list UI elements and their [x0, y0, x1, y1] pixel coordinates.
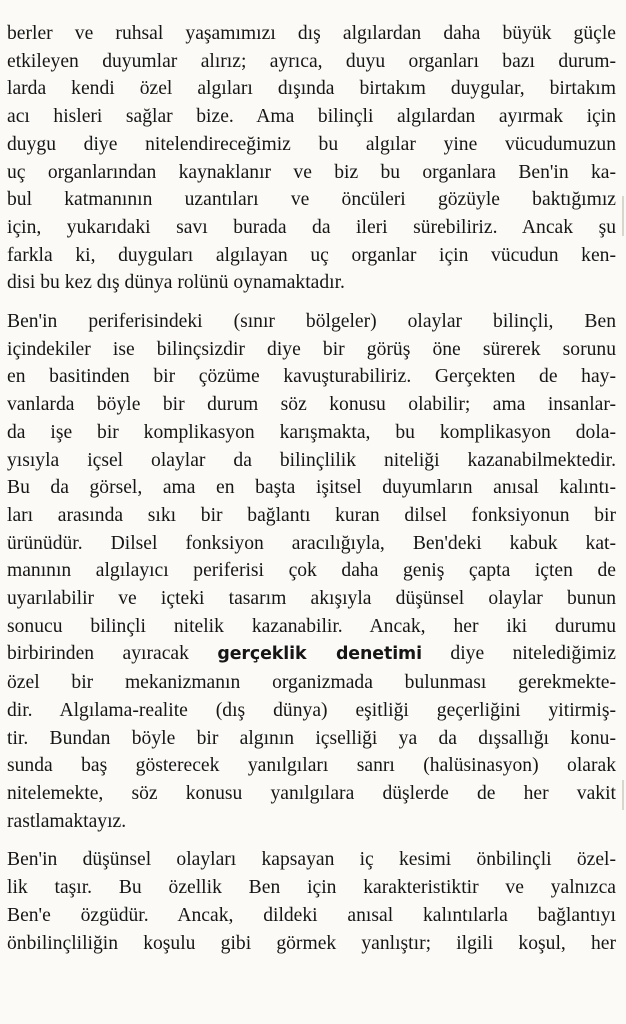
bold-term-reality-testing: gerçeklik denetimi — [217, 644, 422, 665]
text-line: berler ve ruhsal yaşamımızı dış algılardan daha büyük güçle — [7, 23, 616, 44]
page-edge-shadow — [622, 196, 624, 236]
text-line-with-bold-term — [7, 640, 616, 669]
text-line: dir. Algılama-realite (dış dünya) eşitliği geçerliğini yitirmiş- — [7, 699, 616, 721]
text-line: sonucu bilinçli nitelik kazanabilir. Ancak, her iki durumu — [7, 615, 616, 637]
line-end: diye nitelediğimiz — [421, 643, 616, 665]
text-line: ları arasında sıkı bir bağlantı kuran dilsel fonksiyonun bir — [7, 504, 616, 526]
line-start: birbirinden ayıracak — [7, 643, 218, 665]
text-line: etkileyen duyumlar alırız; ayrıca, duyu organları bazı durum- — [7, 50, 616, 72]
text-line: tir. Bundan böyle bir algının içselliği ya da dışsallığı konu- — [7, 727, 616, 749]
text-line: Ben'in periferisindeki (sınır bölgeler) olaylar bilinçli, Ben — [7, 311, 616, 333]
text-line: duygu diye nitelendireceğimiz bu algılar yine vücudumuzun — [7, 133, 616, 155]
text-line: acı hisleri sağlar bize. Ama bilinçli algılardan ayırmak için — [7, 106, 616, 128]
text-line: uyarılabilir ve içteki tasarım akışıyla düşünsel olaylar bunun — [7, 588, 616, 610]
paragraph-1 — [7, 20, 616, 297]
text-line: lik taşır. Bu özellik Ben için karakteristiktir ve yalnızca — [7, 877, 616, 899]
page-edge-shadow — [622, 780, 624, 810]
text-line: farkla ki, duyguları algılayan uç organlar için vücudun ken- — [7, 244, 616, 266]
text-line: Bu da görsel, ama en başta işitsel duyumların anısal kalıntı- — [7, 477, 616, 499]
text-line: nitelemekte, söz konusu yanılgılara düşlerde de her vakit — [7, 782, 616, 804]
text-line: vanlarda böyle bir durum söz konusu olabilir; ama insanlar- — [7, 394, 616, 416]
text-line: manının algılayıcı periferisi çok daha geniş çapta içten de — [7, 560, 616, 582]
text-line: uç organlarından kaynaklanır ve biz bu organlara Ben'in ka- — [7, 161, 616, 183]
text-line: içindekiler ise bilinçsizdir diye bir görüş öne sürerek sorunu — [7, 338, 616, 360]
text-line: için, yukarıdaki savı burada da ileri sürebiliriz. Ancak şu — [7, 216, 616, 238]
text-line: yısıyla içsel olaylar da bilinçlilik niteliği kazanabilmektedir. — [7, 449, 616, 471]
text-line: disi bu kez dış dünya rolünü oynamaktadır. — [7, 272, 345, 294]
text-line: larda kendi özel algıları dışında birtakım duygular, birtakım — [7, 78, 616, 100]
text-line: rastlamaktayız. — [7, 810, 127, 832]
text-line: sunda baş gösterecek yanılgıları sanrı (halüsinasyon) olarak — [7, 755, 616, 777]
paragraph-2 — [7, 308, 616, 835]
text-line: ürünüdür. Dilsel fonksiyon aracılığıyla, Ben'deki kabuk kat- — [7, 532, 616, 554]
paragraph-3 — [7, 846, 616, 957]
text-line: özel bir mekanizmanın organizmada bulunması gerekmekte- — [7, 672, 616, 694]
text-line: önbilinçliliğin koşulu gibi görmek yanlıştır; ilgili koşul, her — [7, 932, 616, 954]
text-line: da işe bir komplikasyon karışmakta, bu komplikasyon dola- — [7, 421, 616, 443]
text-line: bul katmanının uzantıları ve öncüleri gözüyle baktığımız — [7, 189, 616, 211]
text-line: en basitinden bir çözüme kavuşturabiliriz. Gerçekten de hay- — [7, 366, 616, 388]
text-line: Ben'in düşünsel olayları kapsayan iç kesimi önbilinçli özel- — [7, 849, 616, 871]
text-line: Ben'e özgüdür. Ancak, dildeki anısal kalıntılarla bağlantıyı — [7, 904, 616, 926]
